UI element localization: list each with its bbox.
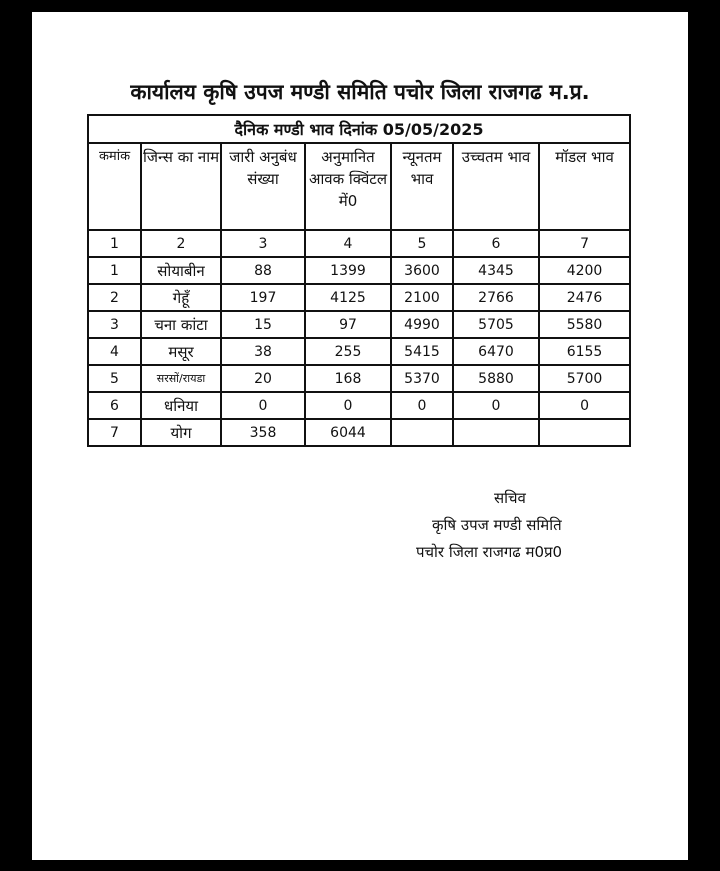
cell-commodity: सरसों/रायडा	[141, 365, 221, 392]
signature-designation: सचिव	[494, 489, 526, 507]
column-number: 4	[305, 230, 391, 257]
cell-arrival: 4125	[305, 284, 391, 311]
column-number-row	[88, 230, 630, 257]
column-number: 2	[141, 230, 221, 257]
cell-empty	[453, 419, 539, 446]
cell-max-rate: 5880	[453, 365, 539, 392]
cell-max-rate: 5705	[453, 311, 539, 338]
cell-commodity: गेहूँ	[141, 284, 221, 311]
cell-modal-rate: 0	[539, 392, 630, 419]
cell-max-rate: 2766	[453, 284, 539, 311]
table-title: दैनिक मण्डी भाव दिनांक 05/05/2025	[88, 115, 630, 143]
cell-contracts: 20	[221, 365, 305, 392]
column-number: 6	[453, 230, 539, 257]
cell-arrival: 255	[305, 338, 391, 365]
header-commodity: जिन्स का नाम	[141, 143, 221, 230]
cell-modal-rate: 5580	[539, 311, 630, 338]
cell-sno: 5	[88, 365, 141, 392]
cell-modal-rate: 6155	[539, 338, 630, 365]
cell-commodity: सोयाबीन	[141, 257, 221, 284]
table-row	[88, 365, 630, 392]
cell-arrival: 0	[305, 392, 391, 419]
cell-sno: 1	[88, 257, 141, 284]
header-row	[88, 143, 630, 230]
cell-max-rate: 0	[453, 392, 539, 419]
table-row	[88, 392, 630, 419]
cell-max-rate: 4345	[453, 257, 539, 284]
cell-arrival: 168	[305, 365, 391, 392]
total-arrival: 6044	[305, 419, 391, 446]
cell-commodity: धनिया	[141, 392, 221, 419]
cell-modal-rate: 2476	[539, 284, 630, 311]
cell-contracts: 15	[221, 311, 305, 338]
table-row	[88, 284, 630, 311]
signature-office: कृषि उपज मण्डी समिति	[432, 516, 562, 534]
header-contracts: जारी अनुबंध संख्या	[221, 143, 305, 230]
cell-min-rate: 0	[391, 392, 453, 419]
header-sno: कमांक	[88, 143, 141, 230]
document-page	[32, 12, 688, 860]
column-number: 5	[391, 230, 453, 257]
cell-contracts: 88	[221, 257, 305, 284]
cell-sno: 7	[88, 419, 141, 446]
cell-max-rate: 6470	[453, 338, 539, 365]
column-number: 1	[88, 230, 141, 257]
cell-arrival: 97	[305, 311, 391, 338]
cell-contracts: 197	[221, 284, 305, 311]
cell-empty	[391, 419, 453, 446]
total-label: योग	[141, 419, 221, 446]
header-max-rate: उच्चतम भाव	[453, 143, 539, 230]
cell-arrival: 1399	[305, 257, 391, 284]
header-min-rate: न्यूनतम भाव	[391, 143, 453, 230]
cell-modal-rate: 4200	[539, 257, 630, 284]
cell-min-rate: 4990	[391, 311, 453, 338]
cell-min-rate: 2100	[391, 284, 453, 311]
signature-block	[412, 488, 672, 569]
cell-min-rate: 5370	[391, 365, 453, 392]
header-arrival: अनुमानित आवक क्विंटल में0	[305, 143, 391, 230]
table-row	[88, 338, 630, 365]
total-row	[88, 419, 630, 446]
cell-commodity: मसूर	[141, 338, 221, 365]
cell-commodity: चना कांटा	[141, 311, 221, 338]
table-row	[88, 257, 630, 284]
header-modal-rate: मॉडल भाव	[539, 143, 630, 230]
cell-sno: 3	[88, 311, 141, 338]
mandi-rates-table	[87, 114, 631, 447]
signature-location: पचोर जिला राजगढ म0प्र0	[416, 543, 563, 561]
cell-sno: 2	[88, 284, 141, 311]
cell-min-rate: 3600	[391, 257, 453, 284]
table-row	[88, 311, 630, 338]
cell-sno: 4	[88, 338, 141, 365]
cell-contracts: 38	[221, 338, 305, 365]
column-number: 7	[539, 230, 630, 257]
column-number: 3	[221, 230, 305, 257]
office-title: कार्यालय कृषि उपज मण्डी समिति पचोर जिला राजगढ म.प्र.	[130, 80, 590, 104]
cell-contracts: 0	[221, 392, 305, 419]
cell-empty	[539, 419, 630, 446]
cell-min-rate: 5415	[391, 338, 453, 365]
cell-sno: 6	[88, 392, 141, 419]
total-contracts: 358	[221, 419, 305, 446]
cell-modal-rate: 5700	[539, 365, 630, 392]
